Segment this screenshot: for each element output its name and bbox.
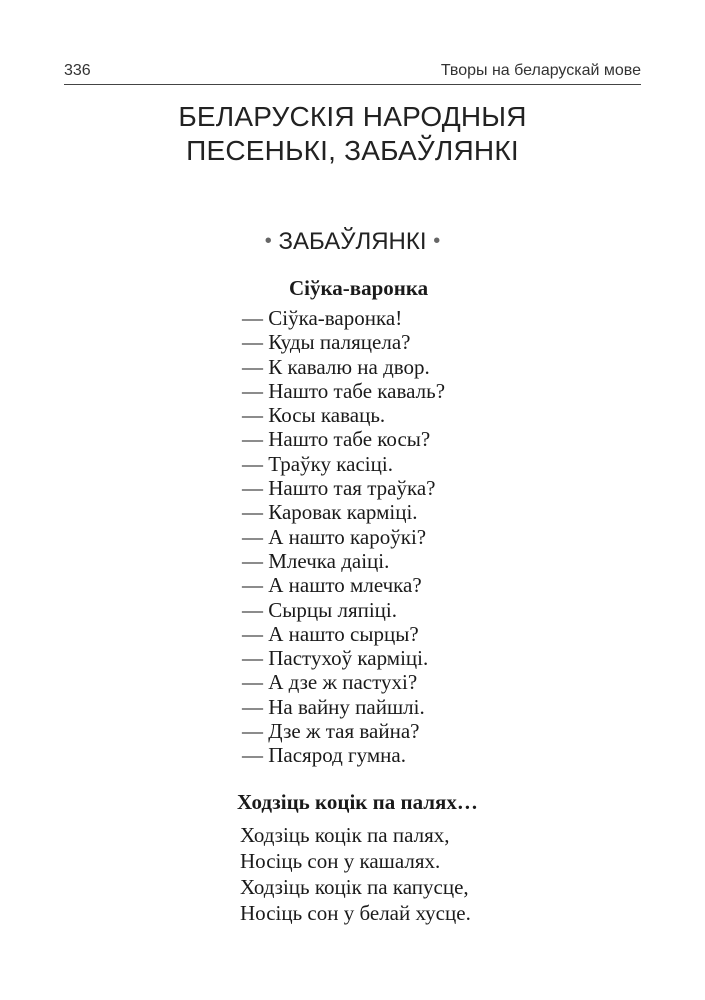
poem-line: — Нашто тая траўка? (242, 476, 436, 501)
poem-line: — А нашто сырцы? (242, 621, 419, 646)
section-heading-label: ЗАБАЎЛЯНКІ (278, 228, 427, 255)
header-rule (64, 84, 641, 85)
poem-siuka-varonka (242, 276, 445, 768)
bullet-icon: • (264, 230, 272, 252)
page-number: 336 (64, 62, 91, 79)
poem-khodzits-kotsik (237, 790, 478, 926)
poem-line: — Траўку касіці. (242, 451, 393, 476)
poem-line: Носіць сон у белай хусце. (240, 901, 471, 925)
poem-line: — Млечка даіці. (242, 548, 390, 573)
poem-line: — А нашто кароўкі? (242, 524, 427, 549)
chapter-title-line-1: БЕЛАРУСКІЯ НАРОДНЫЯ (178, 101, 527, 132)
poem-line: — На вайну пайшлі. (242, 694, 425, 719)
poem-line: — Нашто табе каваль? (242, 378, 446, 403)
poem-line: — Сіўка-варонка! (242, 306, 403, 330)
poem-title: Сіўка-варонка (289, 276, 429, 300)
section-heading (0, 228, 705, 256)
poem-line: — Куды паляцела? (242, 330, 411, 355)
poem-title: Ходзіць коцік па палях… (237, 790, 478, 814)
chapter-title (0, 100, 705, 168)
page-header (64, 60, 641, 86)
poem-line: — Дзе ж тая вайна? (242, 719, 420, 744)
poem-line: Ходзіць коцік па палях, (240, 823, 450, 847)
poem-line: — А дзе ж пастухі? (242, 670, 418, 695)
poem-line: — Каровак карміці. (242, 500, 418, 525)
poem-line: — Нашто табе косы? (242, 427, 431, 452)
poem-line: — Пасярод гумна. (242, 743, 406, 768)
bullet-icon: • (433, 230, 441, 252)
poem-line: — А нашто млечка? (242, 573, 422, 598)
poem-lines (240, 822, 478, 926)
poem-line: Носіць сон у кашалях. (240, 849, 441, 873)
poem-line: — К кавалю на двор. (242, 354, 430, 379)
poem-line: Ходзіць коцік па капусце, (240, 875, 469, 899)
poem-line: — Пастухоў карміці. (242, 646, 429, 671)
chapter-title-line-2: ПЕСЕНЬКІ, ЗАБАЎЛЯНКІ (186, 135, 519, 166)
poem-line: — Сырцы ляпіці. (242, 597, 397, 622)
poem-lines (242, 306, 445, 768)
running-title: Творы на беларускай мове (440, 62, 641, 79)
poem-line: — Косы каваць. (242, 403, 386, 428)
